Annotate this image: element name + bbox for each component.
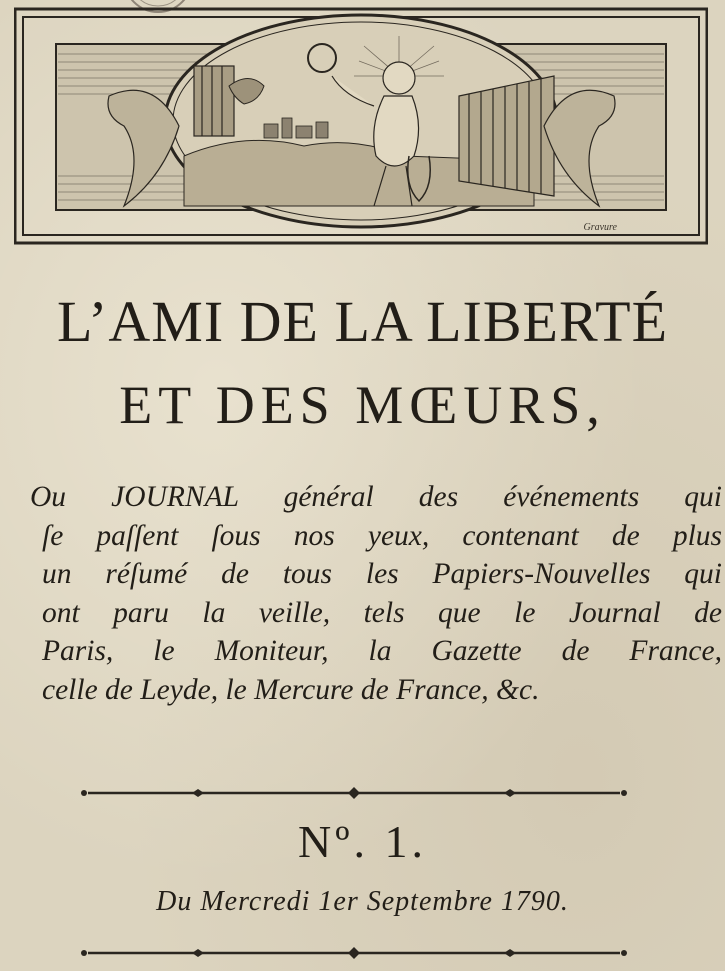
subtitle-line: celle de Leyde, le Mercure de France, &c. — [42, 673, 540, 706]
journal-subtitle — [30, 478, 722, 709]
subtitle-line: ont paru la veille, tels que le Journal de — [42, 596, 722, 629]
ornamental-rule — [78, 786, 630, 800]
engraver-signature: Gravure — [583, 222, 617, 233]
ornamental-rule — [78, 946, 630, 960]
subtitle-line: Ou JOURNAL général des événements qui — [30, 481, 722, 513]
subtitle-line: ſe paſſent ſous nos yeux, contenant de plus — [42, 519, 722, 552]
journal-title-line1: L’AMI DE LA LIBERTÉ — [56, 289, 669, 354]
journal-title-line2: ET DES MŒURS, — [119, 375, 606, 435]
issue-number: Nº. 1. — [298, 816, 427, 867]
engraved-vignette — [14, 6, 708, 246]
subtitle-line: Paris, le Moniteur, la Gazette de France, — [42, 635, 722, 667]
issue-date: Du Mercredi 1er Septembre 1790. — [156, 886, 569, 917]
subtitle-line: un réſumé de tous les Papiers-Nouvelles qui — [42, 558, 722, 590]
